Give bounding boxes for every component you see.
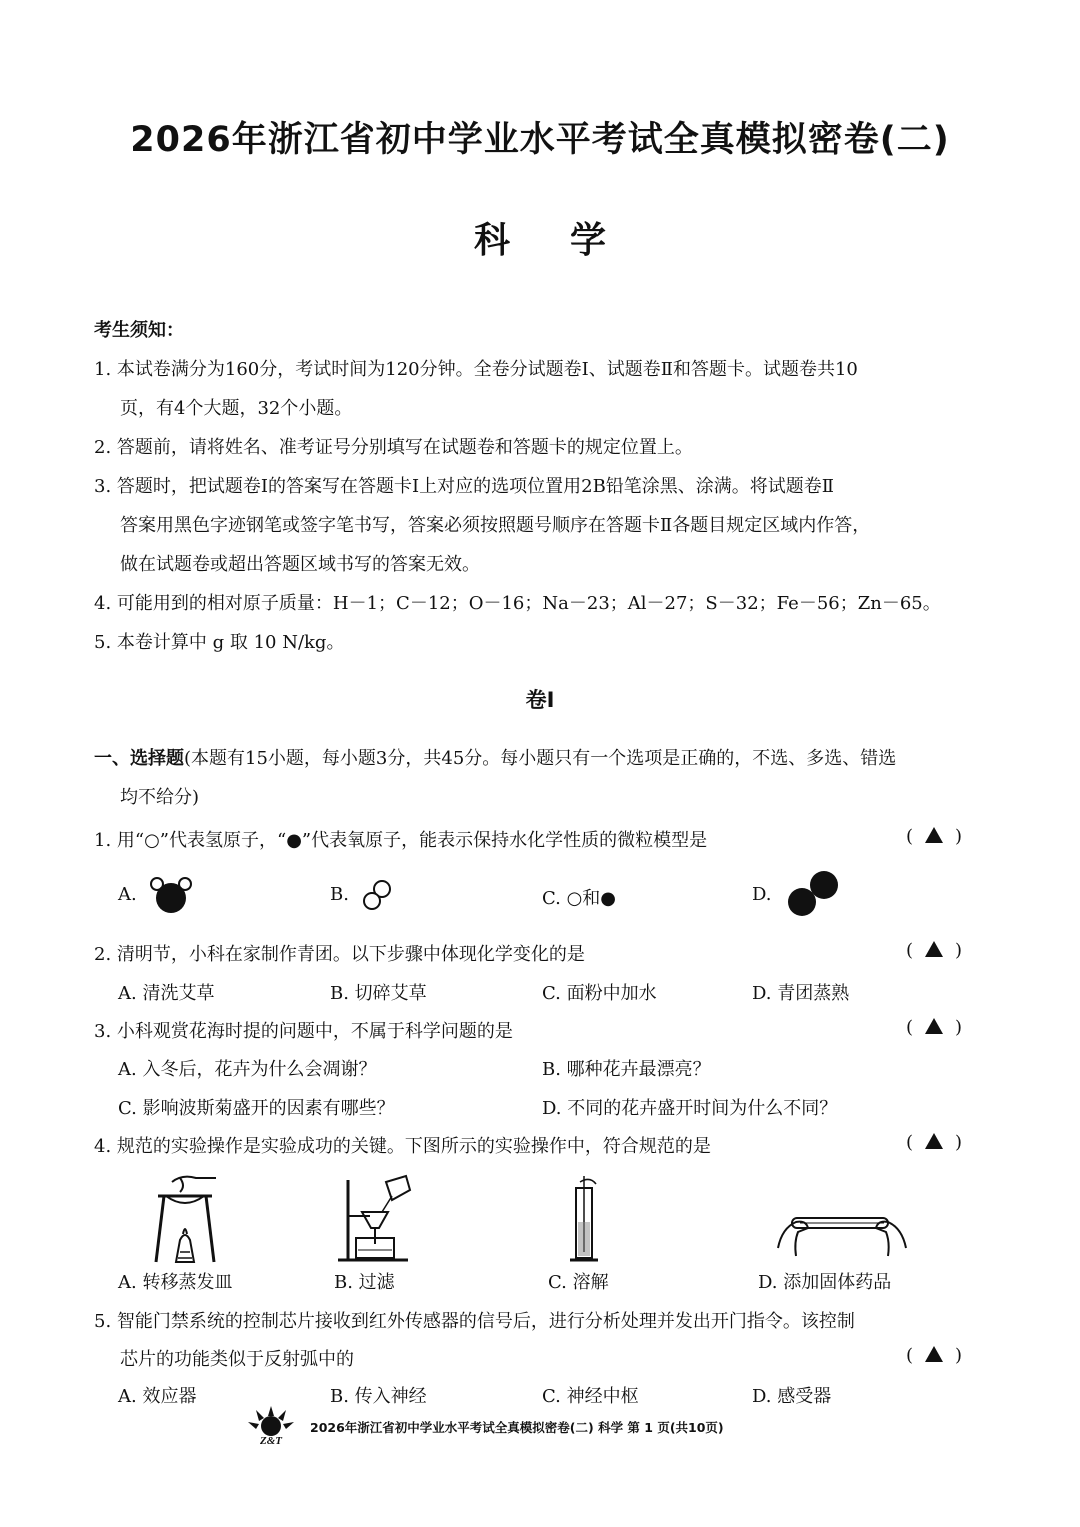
q2-option-d: D. 青团蒸熟 (752, 983, 850, 1004)
q4-option-a: A. 转移蒸发皿 (118, 1272, 233, 1293)
q4-option-c: C. 溶解 (548, 1272, 609, 1293)
part-desc: (本题有15小题，每小题3分，共45分。每小题只有一个选项是正确的，不选、多选、错选 (184, 748, 897, 769)
section-label: 卷Ⅰ (525, 688, 555, 712)
answer-blank-4: ( ) (906, 1132, 963, 1153)
page-footer: 2026年浙江省初中学业水平考试全真模拟密卷(二) 科学 第 1 页(共10页) (310, 1420, 724, 1435)
q5-option-c: C. 神经中枢 (542, 1386, 639, 1407)
q2-option-b: B. 切碎艾草 (330, 983, 427, 1004)
question-5-stem-line1: 5. 智能门禁系统的控制芯片接收到红外传感器的信号后，进行分析处理并发出开门指令。该控制 (94, 1311, 855, 1332)
answer-blank-1: ( ) (906, 826, 963, 847)
svg-text:Z&T: Z&T (260, 1435, 282, 1447)
adding-solid-reagent-illustration (772, 1198, 912, 1264)
q1-option-b: B. (330, 884, 349, 905)
notice-line-1: 1. 本试卷满分为160分，考试时间为120分钟。全卷分试题卷Ⅰ、试题卷Ⅱ和答题卡。试题卷共10 (94, 359, 858, 380)
notice-line-3: 2. 答题前，请将姓名、准考证号分别填写在试题卷和答题卡的规定位置上。 (94, 437, 693, 458)
triangle-icon (925, 1346, 943, 1362)
q4-option-b: B. 过滤 (334, 1272, 395, 1293)
notice-line-6: 做在试题卷或超出答题区域书写的答案无效。 (120, 554, 480, 575)
q3-option-d: D. 不同的花卉盛开时间为什么不同？ (542, 1098, 838, 1119)
triangle-icon (925, 827, 943, 843)
triangle-icon (925, 941, 943, 957)
notice-line-7: 4. 可能用到的相对原子质量：H－1；C－12；O－16；Na－23；Al－27；S－32；Fe－56；Zn－65。 (94, 593, 941, 614)
evaporating-dish-transfer-illustration (150, 1172, 230, 1264)
q5-option-b: B. 传入神经 (330, 1386, 427, 1407)
part-header (94, 744, 896, 770)
q4-option-d: D. 添加固体药品 (758, 1272, 892, 1293)
subject-title: 科学 (473, 220, 666, 261)
question-1-stem: 1. 用“○”代表氢原子，“●”代表氧原子，能表示保持水化学性质的微粒模型是 (94, 830, 708, 851)
notice-line-2: 页，有4个大题，32个小题。 (120, 398, 353, 419)
answer-blank-5: ( ) (906, 1345, 963, 1366)
question-3-stem: 3. 小科观赏花海时提的问题中，不属于科学问题的是 (94, 1021, 513, 1042)
publisher-logo-icon (244, 1404, 298, 1448)
question-4-stem: 4. 规范的实验操作是实验成功的关键。下图所示的实验操作中，符合规范的是 (94, 1136, 711, 1157)
triangle-icon (925, 1133, 943, 1149)
dissolving-cylinder-illustration (566, 1172, 610, 1264)
notice-line-5: 答案用黑色字迹钢笔或签字笔书写，答案必须按照题号顺序在答题卡Ⅱ各题目规定区域内作答， (120, 515, 871, 536)
q5-option-d: D. 感受器 (752, 1386, 832, 1407)
notice-line-4: 3. 答题时，把试题卷Ⅰ的答案写在答题卡Ⅰ上对应的选项位置用2B铅笔涂黑、涂满。将试题卷Ⅱ (94, 476, 835, 497)
q3-option-b: B. 哪种花卉最漂亮？ (542, 1059, 711, 1080)
question-2-stem: 2. 清明节，小科在家制作青团。以下步骤中体现化学变化的是 (94, 944, 585, 965)
water-molecule-icon (146, 874, 196, 916)
oxygen-molecule-icon (784, 868, 844, 920)
q2-option-c: C. 面粉中加水 (542, 983, 657, 1004)
q1-option-a: A. (118, 884, 137, 905)
answer-blank-2: ( ) (906, 940, 963, 961)
q5-option-a: A. 效应器 (118, 1386, 197, 1407)
answer-blank-3: ( ) (906, 1017, 963, 1038)
filtration-illustration (334, 1172, 414, 1264)
exam-title: 2026年浙江省初中学业水平考试全真模拟密卷(二) (130, 120, 950, 160)
question-5-stem-line2: 芯片的功能类似于反射弧中的 (120, 1349, 354, 1370)
q3-option-a: A. 入冬后，花卉为什么会凋谢？ (118, 1059, 377, 1080)
q1-option-c: C. ○和● (542, 888, 616, 909)
q3-option-c: C. 影响波斯菊盛开的因素有哪些？ (118, 1098, 395, 1119)
hydrogen-molecule-icon (360, 878, 396, 914)
notice-line-8: 5. 本卷计算中 g 取 10 N/kg。 (94, 632, 345, 653)
triangle-icon (925, 1018, 943, 1034)
q2-option-a: A. 清洗艾草 (118, 983, 215, 1004)
notice-heading: 考生须知： (94, 320, 184, 341)
part-desc-cont: 均不给分) (120, 787, 200, 808)
part-title: 一、选择题 (94, 748, 184, 769)
q1-option-d: D. (752, 884, 772, 905)
